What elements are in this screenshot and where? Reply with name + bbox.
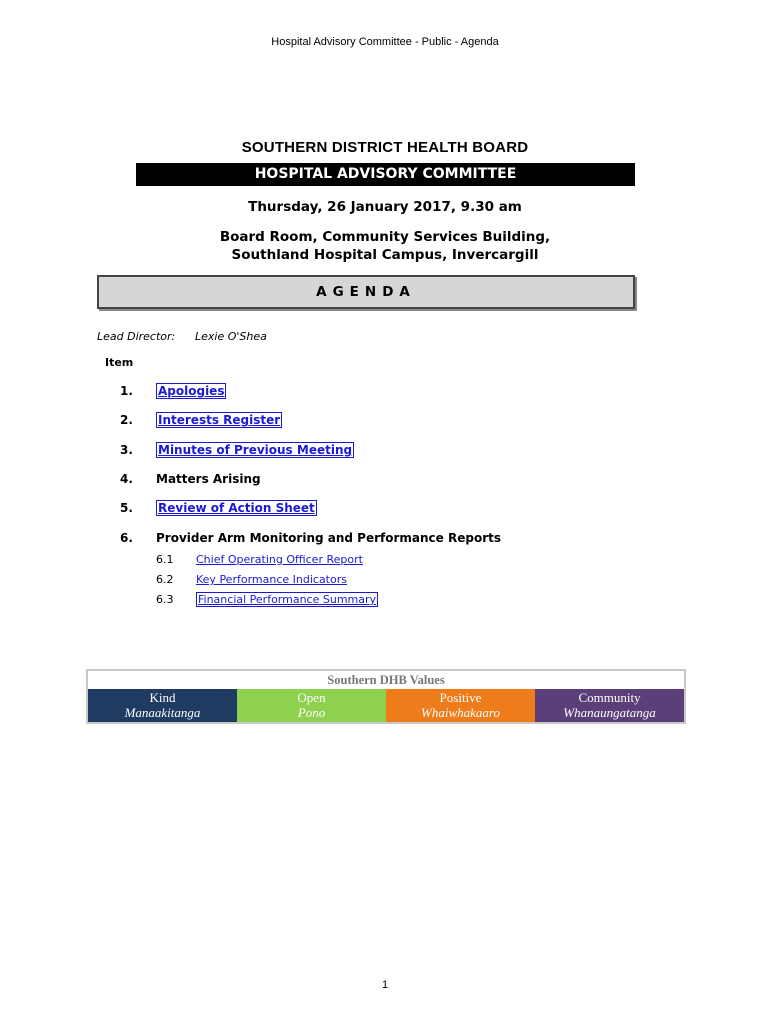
agenda-heading: AGENDA xyxy=(97,275,635,309)
value-maori: Whaiwhakaaro xyxy=(421,705,500,720)
matters-arising-label: Matters Arising xyxy=(156,472,261,486)
item-number: 6. xyxy=(120,531,133,545)
item-number: 3. xyxy=(120,443,133,457)
interests-register-link[interactable]: Interests Register xyxy=(158,413,281,427)
item-column-header: Item xyxy=(105,356,134,369)
page-header: Hospital Advisory Committee - Public - Agenda xyxy=(271,36,499,48)
subitem-number: 6.1 xyxy=(156,553,174,566)
item-number: 2. xyxy=(120,413,133,427)
value-english: Open xyxy=(297,690,326,705)
page-number: 1 xyxy=(381,979,389,991)
value-maori: Pono xyxy=(297,705,326,720)
agenda-item-4 xyxy=(120,472,261,486)
item-number: 1. xyxy=(120,384,133,398)
subitem-number: 6.3 xyxy=(156,593,174,606)
values-title: Southern DHB Values xyxy=(327,673,445,687)
value-maori: Whanaungatanga xyxy=(563,705,656,720)
lead-director-label: Lead Director: xyxy=(97,330,176,343)
value-english: Kind xyxy=(149,690,176,705)
value-english: Community xyxy=(578,690,641,705)
agenda-item-6 xyxy=(120,531,501,545)
value-open xyxy=(237,689,386,722)
minutes-link[interactable]: Minutes of Previous Meeting xyxy=(158,443,353,457)
venue-line-2: Southland Hospital Campus, Invercargill xyxy=(231,247,539,263)
item-number: 4. xyxy=(120,472,133,486)
value-maori: Manaakitanga xyxy=(124,705,201,720)
committee-banner: HOSPITAL ADVISORY COMMITTEE xyxy=(136,163,635,186)
value-kind xyxy=(88,689,237,722)
organisation-title: SOUTHERN DISTRICT HEALTH BOARD xyxy=(241,139,529,156)
agenda-subitem-6-2 xyxy=(156,573,347,586)
meeting-date: Thursday, 26 January 2017, 9.30 am xyxy=(248,199,522,215)
values-row xyxy=(88,689,684,722)
value-community xyxy=(535,689,684,722)
agenda-subitem-6-1 xyxy=(156,553,363,566)
apologies-link[interactable]: Apologies xyxy=(158,384,225,398)
venue-line-1: Board Room, Community Services Building, xyxy=(219,229,551,245)
meeting-venue xyxy=(0,228,770,264)
lead-director-name: Lexie O'Shea xyxy=(195,330,267,343)
agenda-item-2 xyxy=(120,413,282,427)
values-table xyxy=(86,669,686,724)
action-sheet-link[interactable]: Review of Action Sheet xyxy=(158,501,315,515)
value-positive xyxy=(386,689,535,722)
financial-summary-link[interactable]: Financial Performance Summary xyxy=(198,593,377,606)
coo-report-link[interactable]: Chief Operating Officer Report xyxy=(196,553,363,566)
subitem-number: 6.2 xyxy=(156,573,174,586)
kpi-link[interactable]: Key Performance Indicators xyxy=(196,573,347,586)
provider-arm-label: Provider Arm Monitoring and Performance Reports xyxy=(156,531,501,545)
agenda-item-1 xyxy=(120,384,226,398)
value-english: Positive xyxy=(439,690,482,705)
lead-director xyxy=(97,330,267,343)
agenda-item-5 xyxy=(120,501,317,515)
agenda-subitem-6-3 xyxy=(156,593,378,606)
item-number: 5. xyxy=(120,501,133,515)
agenda-item-3 xyxy=(120,443,354,457)
